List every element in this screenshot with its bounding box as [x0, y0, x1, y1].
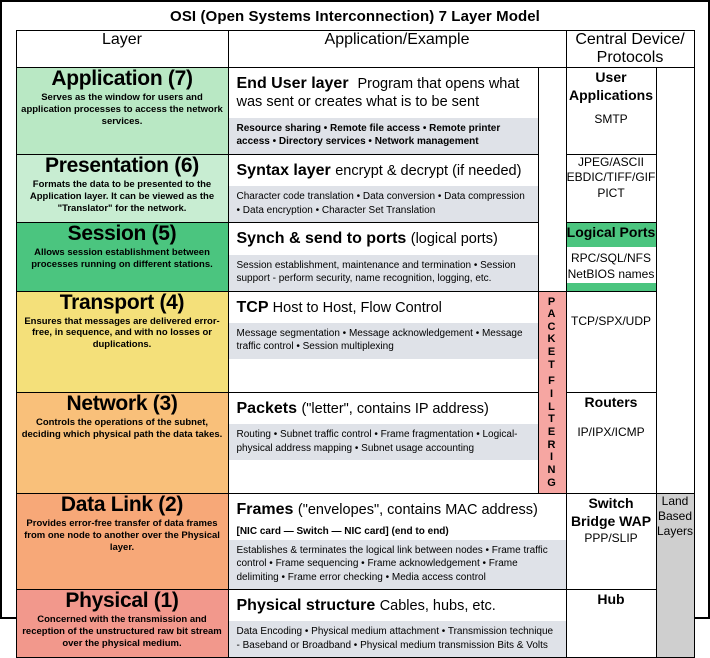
table-row-session [16, 223, 694, 291]
application-cell-session [228, 223, 538, 291]
layer-name-application: Application (7) [51, 67, 193, 90]
device-sub-application: SMTP [594, 112, 628, 127]
application-cell-physical [228, 590, 566, 658]
application-cell-presentation [228, 154, 538, 222]
layer-name-session: Session (5) [67, 222, 177, 246]
application-cell-application [228, 68, 538, 155]
device-main-application: User Applications [568, 69, 653, 104]
filtering-label: F I L T E R I N G [547, 375, 557, 489]
table-row-datalink [16, 494, 694, 590]
device-main-physical: Hub [597, 591, 625, 608]
layer-cell-presentation [16, 154, 228, 222]
land-based-layers-label [656, 494, 694, 658]
spacer-right-upper [656, 68, 694, 494]
device-cell-presentation [566, 154, 656, 222]
table-row-transport [16, 291, 694, 392]
table-row-network [16, 392, 694, 493]
device-sub-session: RPC/SQL/NFS NetBIOS names [567, 247, 656, 282]
application-detail-physical: Data Encoding • Physical medium attachment • Transmission technique - Baseband or Broadband • Physical medium transmission Bits & Volts [229, 621, 566, 657]
spacer-upper [538, 68, 566, 292]
application-title-application: End User layer Program that opens what was sent or creates what is to be sent [236, 75, 520, 111]
table-row-presentation [16, 154, 694, 222]
header-layer: Layer [16, 31, 228, 68]
header-device-line1: Central Device/ [575, 31, 685, 48]
device-sub-datalink: PPP/SLIP [584, 530, 638, 545]
layer-description-datalink: Provides error-free transfer of data frames from one node to another over the Physical layer. [24, 518, 220, 553]
layer-cell-datalink [16, 494, 228, 590]
device-cell-transport [566, 291, 656, 392]
layer-cell-network [16, 392, 228, 493]
device-main-session: Logical Ports [566, 224, 656, 241]
layer-name-transport: Transport (4) [59, 290, 185, 314]
layer-description-application: Serves as the window for users and application processes to access the network services. [21, 92, 223, 127]
application-title-network: Packets ("letter", contains IP address) [236, 399, 489, 417]
application-detail-application: Resource sharing • Remote file access • Remote printer access • Directory services • Network management [229, 118, 538, 154]
layer-cell-physical [16, 590, 228, 658]
packet-filtering-label [538, 291, 566, 494]
layer-cell-session [16, 223, 228, 291]
application-cell-network [228, 392, 538, 493]
table-row-application [16, 68, 694, 155]
land-based-line1: Land [661, 494, 689, 509]
land-based-line2: Based [657, 509, 693, 524]
device-main-presentation: JPEG/ASCII EBDIC/TIFF/GIF PICT [566, 154, 656, 200]
device-cell-physical [566, 590, 656, 658]
layer-name-network: Network (3) [66, 391, 178, 415]
device-cell-network [566, 392, 656, 493]
header-device-line2: Protocols [596, 49, 664, 66]
land-based-line3: Layers [656, 524, 694, 539]
application-detail-session: Session establishment, maintenance and termination • Session support - perform security, name recognition, logging, etc. [229, 255, 538, 291]
application-detail-presentation: Character code translation • Data conversion • Data compression • Data encryption • Character Set Translation [229, 186, 538, 222]
application-title-physical: Physical structure Cables, hubs, etc. [236, 597, 496, 615]
device-main-network: Routers [584, 393, 638, 410]
application-cell-datalink [228, 494, 566, 590]
header-application: Application/Example [228, 31, 566, 68]
application-detail-transport: Message segmentation • Message acknowledgement • Message traffic control • Session multiplexing [229, 323, 538, 359]
layer-description-physical: Concerned with the transmission and reception of the unstructured raw bit stream over the physical medium. [22, 614, 222, 649]
packet-label: P A C K E T [547, 295, 557, 371]
layer-cell-transport [16, 291, 228, 392]
layer-cell-application [16, 68, 228, 155]
application-detail-datalink: Establishes & terminates the logical link between nodes • Frame traffic control • Frame sequencing • Frame acknowledgement • Frame delimiting • Frame error checking • Media access control [229, 540, 566, 590]
table-row-physical [16, 590, 694, 658]
osi-table [16, 30, 695, 658]
application-subtitle-datalink: [NIC card — Switch — NIC card] (end to end) [236, 525, 449, 537]
device-cell-session [566, 223, 656, 291]
layer-description-network: Controls the operations of the subnet, deciding which physical path the data takes. [21, 416, 223, 440]
layer-description-transport: Ensures that messages are delivered error-free, in sequence, and with no losses or duplications. [24, 315, 220, 351]
layer-name-presentation: Presentation (6) [45, 153, 199, 177]
application-detail-network: Routing • Subnet traffic control • Frame fragmentation • Logical-physical address mapping • Subnet usage accounting [229, 424, 538, 460]
device-cell-application [566, 68, 656, 155]
header-device [566, 31, 694, 68]
device-main-datalink: Switch Bridge WAP [570, 495, 652, 530]
application-title-session: Synch & send to ports (logical ports) [236, 230, 498, 248]
layer-description-presentation: Formats the data to be presented to the Application layer. It can be viewed as the "Translator" for the network. [29, 178, 215, 214]
device-cell-datalink [566, 494, 656, 590]
application-cell-transport [228, 291, 538, 392]
page-title: OSI (Open Systems Interconnection) 7 Layer Model [170, 8, 540, 25]
device-sub-transport: TCP/SPX/UDP [570, 313, 651, 328]
table-header-row [16, 31, 694, 68]
layer-name-physical: Physical (1) [65, 589, 179, 613]
layer-name-datalink: Data Link (2) [60, 493, 184, 517]
application-title-presentation: Syntax layer encrypt & decrypt (if needed) [236, 161, 522, 179]
layer-description-session: Allows session establishment between processes running on different stations. [31, 247, 213, 271]
application-title-datalink: Frames ("envelopes", contains MAC address) [236, 501, 538, 519]
device-sub-network: IP/IPX/ICMP [577, 425, 645, 440]
application-title-transport: TCP Host to Host, Flow Control [236, 298, 442, 316]
